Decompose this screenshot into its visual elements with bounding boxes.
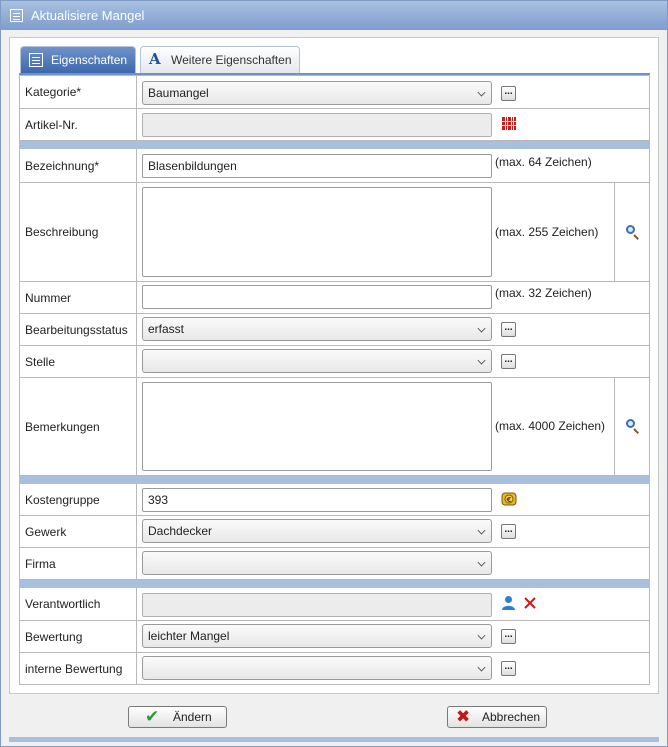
chevron-down-icon <box>478 632 486 640</box>
beschreibung-label: Beschreibung <box>20 183 137 281</box>
button-bar <box>9 694 659 736</box>
row-kategorie <box>19 75 650 109</box>
nummer-hint: (max. 32 Zeichen) <box>495 286 592 300</box>
chevron-down-icon <box>478 89 486 97</box>
chevron-down-icon <box>478 325 486 333</box>
row-nummer <box>19 282 650 314</box>
bemerkungen-textarea[interactable] <box>142 382 492 471</box>
interne-bewertung-label: interne Bewertung <box>20 653 137 684</box>
bearbeitungsstatus-value: erfasst <box>148 322 185 336</box>
kategorie-ellipsis-button[interactable]: ... <box>501 86 516 101</box>
row-gewerk <box>19 516 650 548</box>
form-panel <box>9 37 659 694</box>
chevron-down-icon <box>478 559 486 567</box>
row-kostengruppe <box>19 484 650 516</box>
user-icon[interactable] <box>501 595 516 611</box>
row-bezeichnung <box>19 149 650 183</box>
aendern-label: Ändern <box>173 710 212 724</box>
column-divider <box>614 378 615 475</box>
interne-bewertung-ellipsis-button[interactable]: ... <box>501 661 516 676</box>
verantwortlich-field <box>142 593 492 617</box>
cross-icon: ✖ <box>456 707 471 726</box>
tab-eigenschaften[interactable] <box>20 46 136 73</box>
kategorie-select[interactable] <box>142 81 492 105</box>
stelle-ellipsis-button[interactable]: ... <box>501 354 516 369</box>
row-beschreibung <box>19 183 650 282</box>
bearbeitungsstatus-label: Bearbeitungsstatus <box>20 314 137 345</box>
coin-icon[interactable] <box>501 491 517 507</box>
magnifier-icon[interactable] <box>626 419 640 433</box>
bemerkungen-hint: (max. 4000 Zeichen) <box>495 419 606 433</box>
gewerk-label: Gewerk <box>20 516 137 547</box>
magnifier-icon[interactable] <box>626 225 640 239</box>
stelle-label: Stelle <box>20 346 137 377</box>
bezeichnung-input[interactable]: Blasenbildungen <box>142 154 492 178</box>
column-divider <box>614 183 615 281</box>
chevron-down-icon <box>478 527 486 535</box>
beschreibung-hint: (max. 255 Zeichen) <box>495 225 599 239</box>
bemerkungen-label: Bemerkungen <box>20 378 137 475</box>
firma-select[interactable] <box>142 551 492 575</box>
bezeichnung-label: Bezeichnung* <box>20 149 137 182</box>
section-separator <box>19 141 650 149</box>
verantwortlich-label: Verantwortlich <box>20 588 137 620</box>
bewertung-select[interactable] <box>142 624 492 648</box>
delete-icon[interactable] <box>523 596 537 610</box>
section-separator <box>19 476 650 484</box>
kostengruppe-input[interactable]: 393 <box>142 488 492 512</box>
tab-label: Eigenschaften <box>51 53 128 67</box>
text-format-icon: A <box>149 50 161 68</box>
row-artikel-nr <box>19 109 650 141</box>
chevron-down-icon <box>478 357 486 365</box>
stelle-select[interactable] <box>142 349 492 373</box>
row-verantwortlich <box>19 588 650 621</box>
list-icon <box>10 9 23 22</box>
bewertung-value: leichter Mangel <box>148 629 230 643</box>
bewertung-label: Bewertung <box>20 621 137 652</box>
title-bar <box>1 1 667 30</box>
row-bemerkungen <box>19 378 650 476</box>
barcode-icon[interactable] <box>501 116 516 131</box>
kostengruppe-label: Kostengruppe <box>20 484 137 515</box>
gewerk-value: Dachdecker <box>148 524 213 538</box>
aendern-button[interactable] <box>128 706 227 728</box>
nummer-label: Nummer <box>20 282 137 313</box>
section-separator <box>19 580 650 588</box>
svg-text:€: € <box>506 496 512 504</box>
window-title: Aktualisiere Mangel <box>31 8 145 23</box>
interne-bewertung-select[interactable] <box>142 656 492 680</box>
nummer-input[interactable] <box>142 285 492 309</box>
check-icon: ✔ <box>145 707 160 726</box>
kategorie-value: Baumangel <box>148 86 209 100</box>
bearbeitungsstatus-select[interactable] <box>142 317 492 341</box>
gewerk-select[interactable] <box>142 519 492 543</box>
row-firma <box>19 548 650 580</box>
gewerk-ellipsis-button[interactable]: ... <box>501 524 516 539</box>
abbrechen-label: Abbrechen <box>482 710 541 724</box>
artikel-nr-field <box>142 113 492 137</box>
beschreibung-textarea[interactable] <box>142 187 492 277</box>
row-interne-bewertung <box>19 653 650 685</box>
chevron-down-icon <box>478 664 486 672</box>
abbrechen-button[interactable] <box>447 706 547 728</box>
row-stelle <box>19 346 650 378</box>
row-bewertung <box>19 621 650 653</box>
row-bearbeitungsstatus <box>19 314 650 346</box>
bezeichnung-hint: (max. 64 Zeichen) <box>495 155 592 169</box>
bearbeitungsstatus-ellipsis-button[interactable]: ... <box>501 322 516 337</box>
artikel-nr-label: Artikel-Nr. <box>20 109 137 140</box>
list-icon <box>29 53 43 67</box>
bewertung-ellipsis-button[interactable]: ... <box>501 629 516 644</box>
kategorie-label: Kategorie* <box>20 76 137 108</box>
firma-label: Firma <box>20 548 137 579</box>
tab-label: Weitere Eigenschaften <box>171 53 292 67</box>
tab-weitere-eigenschaften[interactable] <box>140 46 300 73</box>
bottom-bar <box>9 737 659 742</box>
